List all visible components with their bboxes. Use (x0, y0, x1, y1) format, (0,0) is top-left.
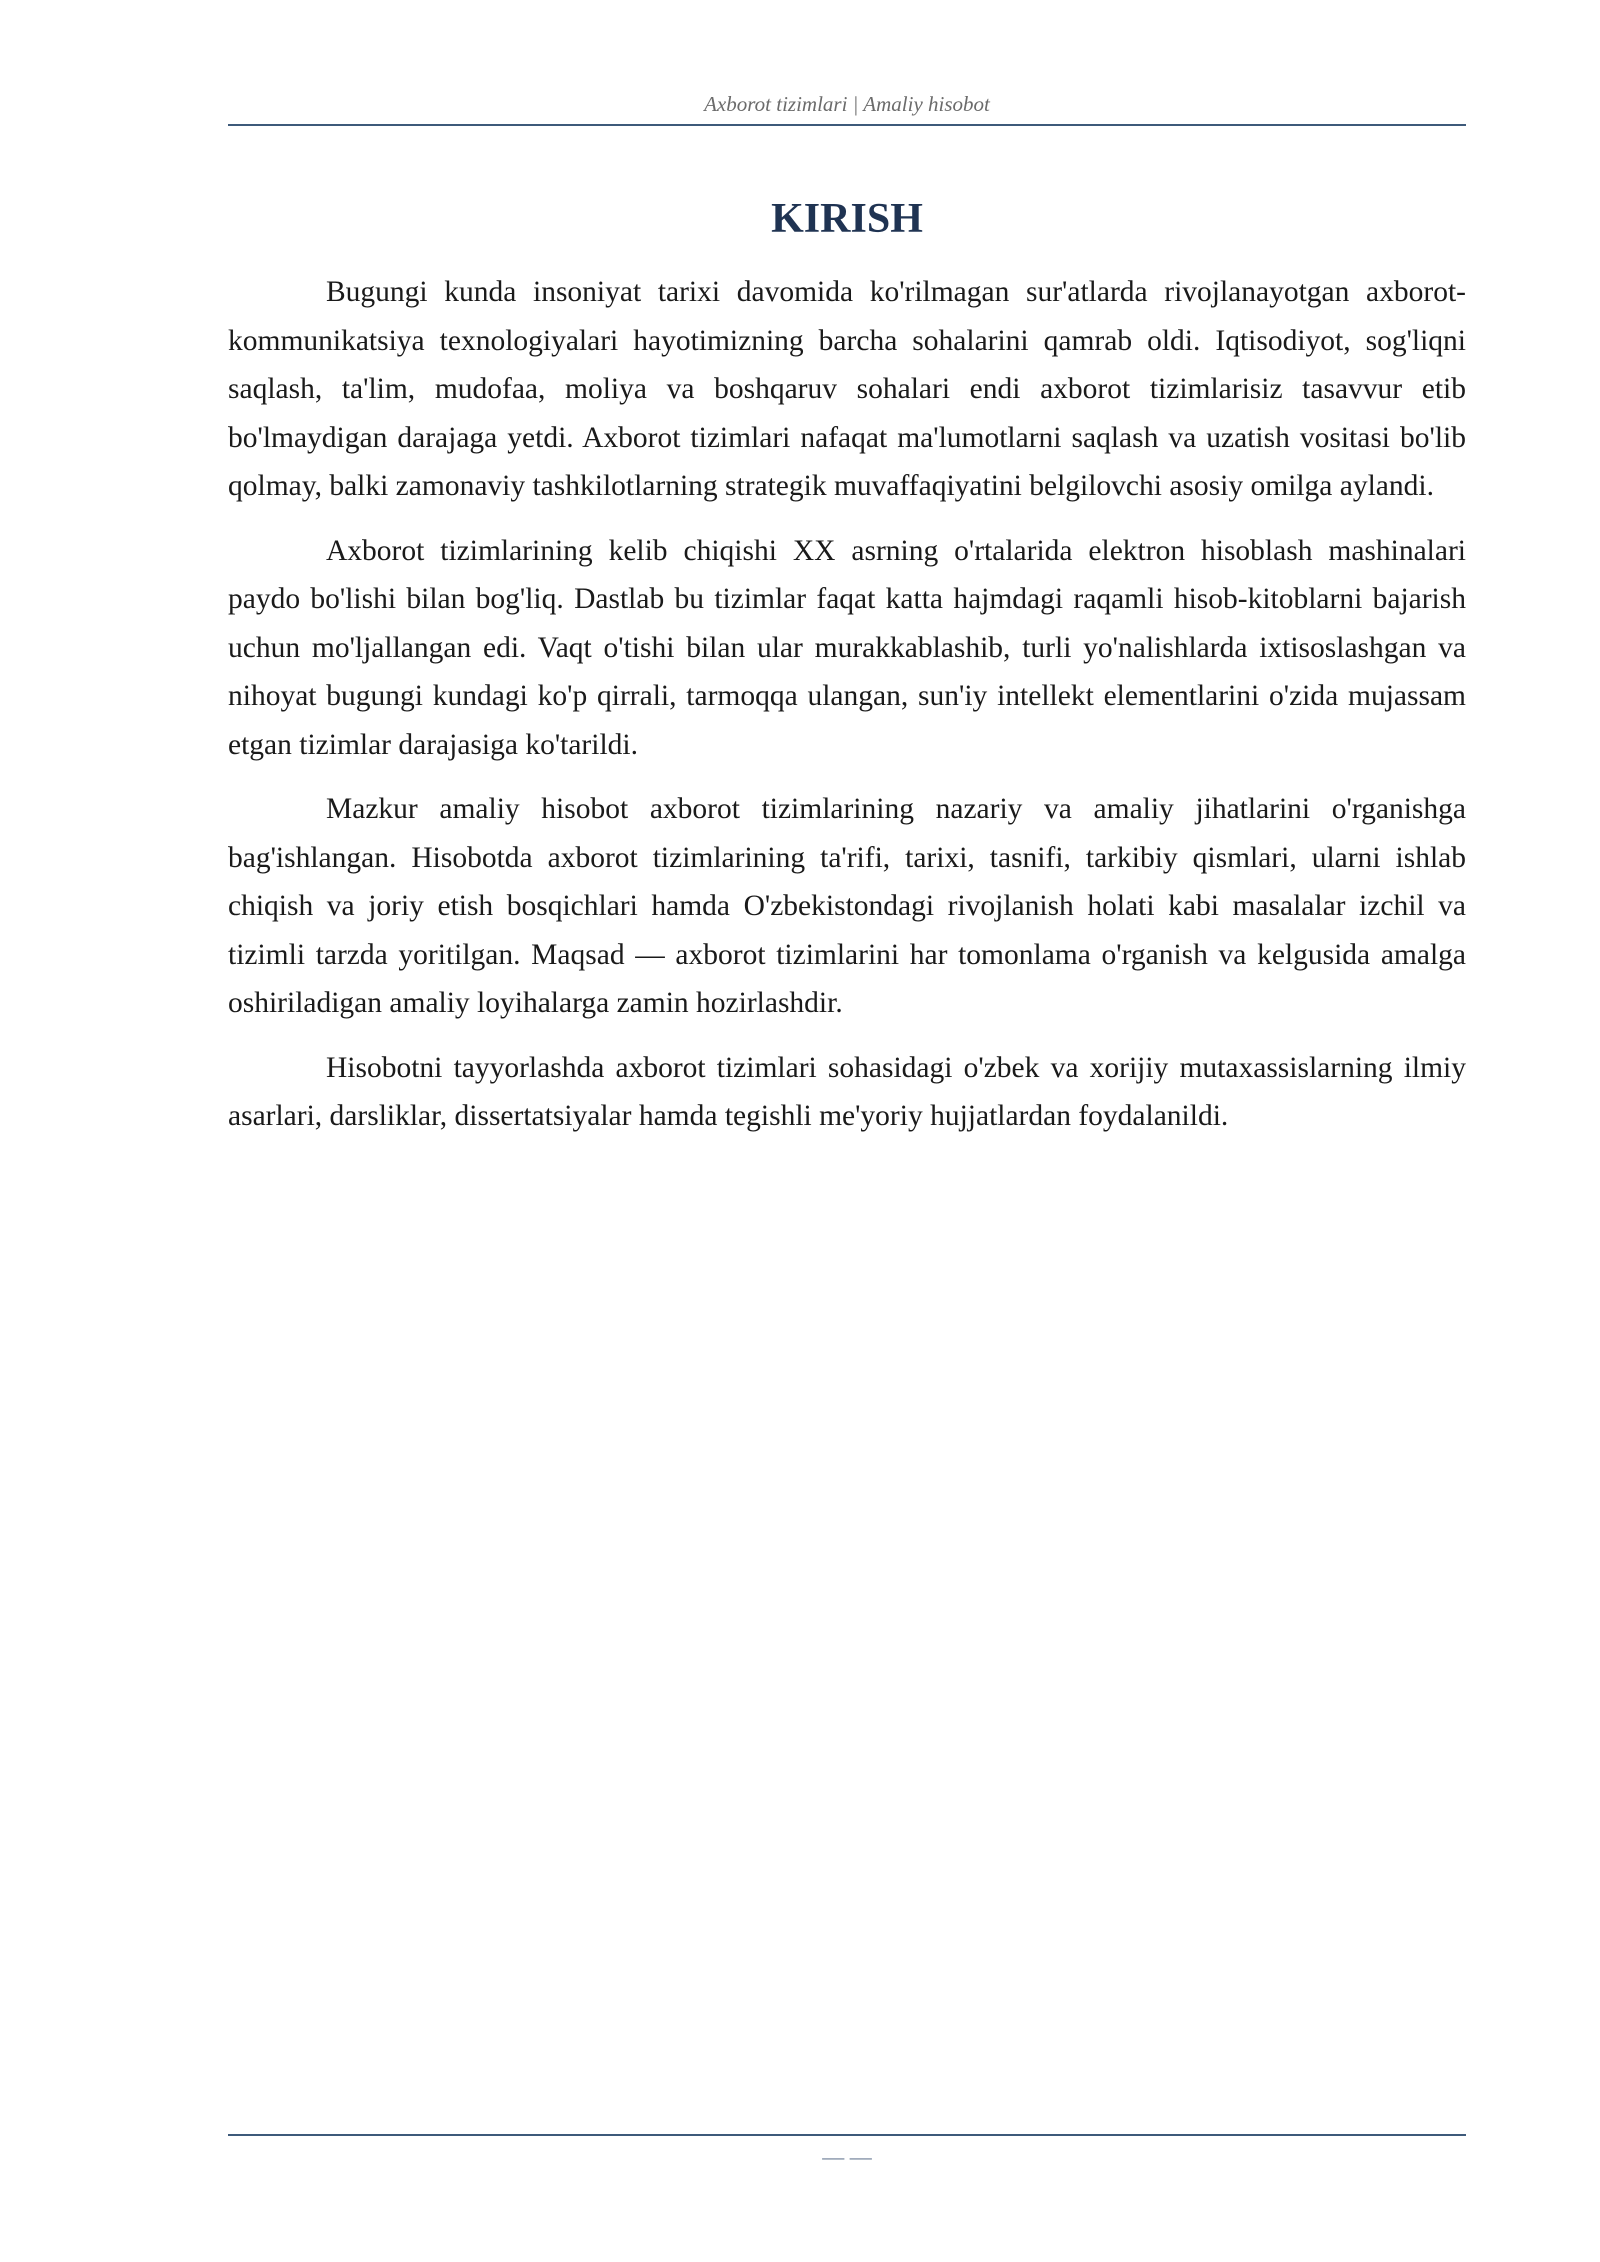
section-title: KIRISH (771, 196, 923, 242)
body-paragraph: Hisobotni tayyorlashda axborot tizimlari sohasidagi o'zbek va xorijiy mutaxassislarning ilmiy asarlari, darsliklar, dissertatsiyalar hamda tegishli me'yoriy hujjatlardan foydalanildi. (228, 1051, 1466, 1132)
page-content (228, 190, 1466, 1157)
running-title: Axborot tizimlari | Amaliy hisobot (704, 92, 990, 116)
page-footer (228, 2134, 1466, 2170)
body-paragraph: Axborot tizimlarining kelib chiqishi XX asrning o'rtalarida elektron hisoblash mashinalari paydo bo'lishi bilan bog'liq. Dastlab bu tizimlar faqat katta hajmdagi raqamli hisob-kitoblarni bajarish uchun mo'ljallangan edi. Vaqt o'tishi bilan ular murakkablashib, turli yo'nalishlarda ixtisoslashgan va nihoyat bugungi kundagi ko'p qirrali, tarmoqqa ulangan, sun'iy intellekt elementlarini o'zida mujassam etgan tizimlar darajasiga ko'tarildi. (228, 534, 1466, 761)
body-paragraph: Mazkur amaliy hisobot axborot tizimlarining nazariy va amaliy jihatlarini o'rganishga bag'ishlangan. Hisobotda axborot tizimlarining ta'rifi, tarixi, tasnifi, tarkibiy qismlari, ularni ishlab chiqish va joriy etish bosqichlari hamda O'zbekistondagi rivojlanish holati kabi masalalar izchil va tizimli tarzda yoritilgan. Maqsad — axborot tizimlarini har tomonlama o'rganish va kelgusida amalga oshiriladigan amaliy loyihalarga zamin hozirlashdir. (228, 793, 1466, 1019)
body-paragraph: Bugungi kunda insoniyat tarixi davomida ko'rilmagan sur'atlarda rivojlanayotgan axborot-kommunikatsiya texnologiyalari hayotimizning barcha sohalarini qamrab oldi. Iqtisodiyot, sog'liqni saqlash, ta'lim, mudofaa, moliya va boshqaruv sohalari endi axborot tizimlarisiz tasavvur etib bo'lmaydigan darajaga yetdi. Axborot tizimlari nafaqat ma'lumotlarni saqlash va uzatish vositasi bo'lib qolmay, balki zamonaviy tashkilotlarning strategik muvaffaqiyatini belgilovchi asosiy omilga aylandi. (228, 276, 1466, 502)
page-number-mark: — — (822, 2144, 872, 2169)
page-header (228, 92, 1466, 126)
